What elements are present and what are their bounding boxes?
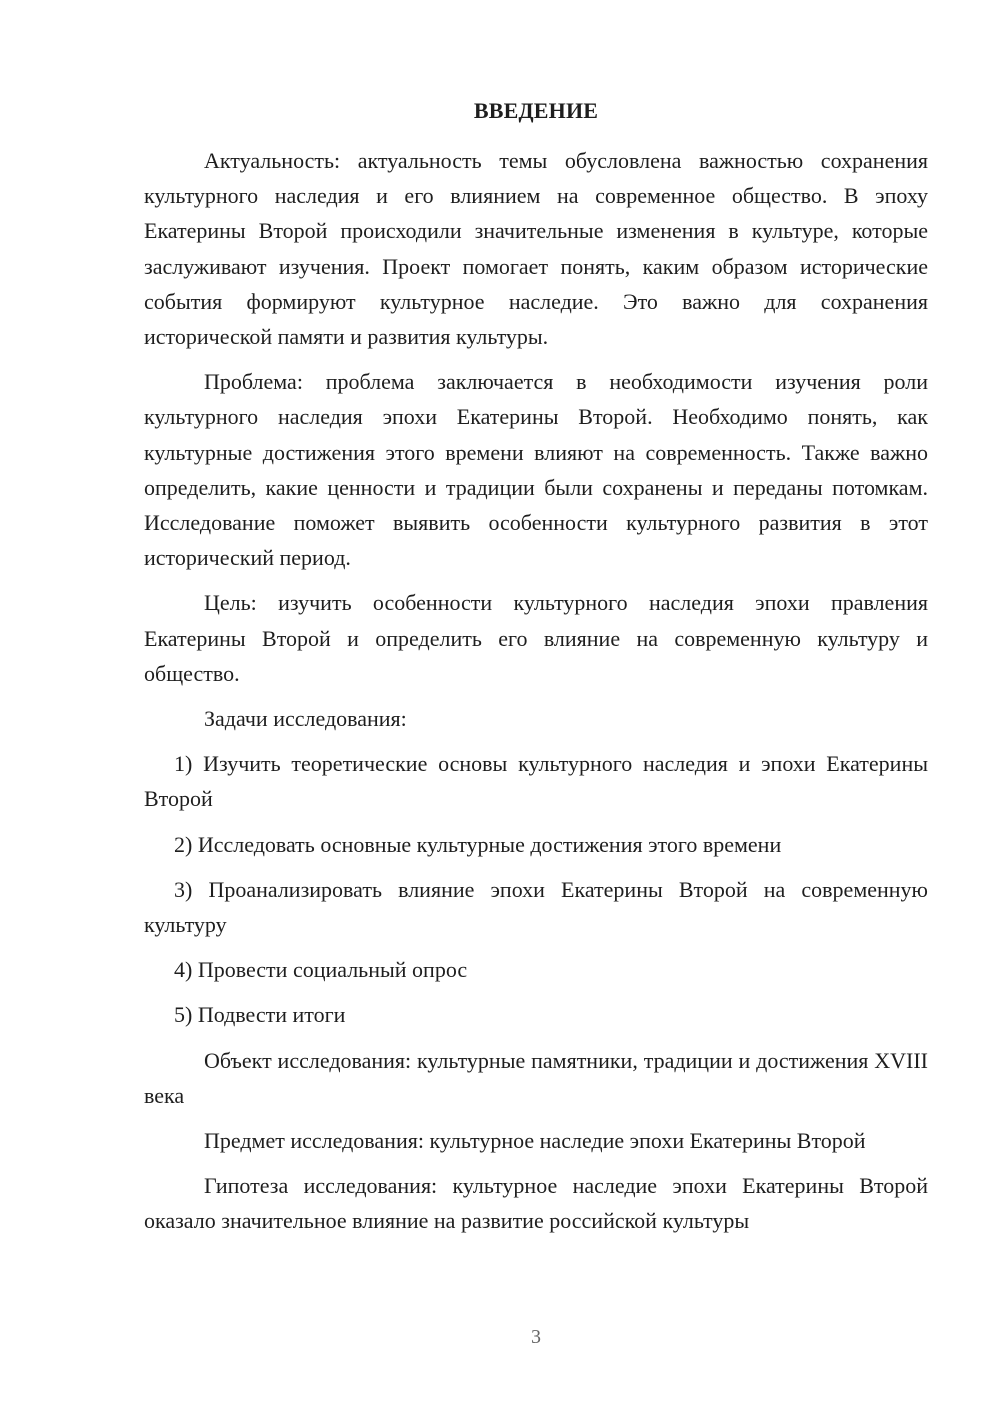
hypothesis-paragraph: Гипотеза исследования: культурное наследие эпохи Екатерины Второй оказало значительное влияние на развитие российской культуры: [144, 1173, 928, 1234]
object-paragraph: Объект исследования: культурные памятники, традиции и достижения XVIII века: [144, 1047, 928, 1108]
list-item: 5) Подвести итоги: [174, 1002, 346, 1028]
page-number: 3: [531, 1326, 541, 1348]
goal-paragraph: Цель: изучить особенности культурного наследия эпохи правления Екатерины Второй и определить его влияние на современную культуру и общество.: [144, 590, 928, 686]
section-heading: ВВЕДЕНИЕ: [473, 98, 599, 123]
list-item: 2) Исследовать основные культурные достижения этого времени: [174, 831, 782, 857]
list-item: 4) Провести социальный опрос: [174, 957, 468, 983]
subject-paragraph: Предмет исследования: культурное наследие эпохи Екатерины Второй: [204, 1128, 866, 1154]
tasks-title: Задачи исследования:: [204, 706, 407, 732]
tasks-list: [144, 746, 928, 1032]
list-item: 3) Проанализировать влияние эпохи Екатерины Второй на современную культуру: [144, 876, 928, 938]
document-page: [144, 96, 928, 1249]
relevance-paragraph: Актуальность: актуальность темы обусловлена важностью сохранения культурного наследия и его влиянием на современное общество. В эпоху Екатерины Второй происходили значительные изменения в культуре, которые заслуживают изучения. Проект помогает понять, каким образом исторические события формируют культурное наследие. Это важно для сохранения исторической памяти и развития культуры.: [144, 148, 928, 350]
problem-paragraph: Проблема: проблема заключается в необходимости изучения роли культурного наследия эпохи Екатерины Второй. Необходимо понять, как культурные достижения этого времени влияют на современность. Также важно определить, какие ценности и традиции были сохранены и переданы потомкам. Исследование поможет выявить особенности культурного развития в этот исторический период.: [144, 369, 928, 571]
list-item: 1) Изучить теоретические основы культурного наследия и эпохи Екатерины Второй: [144, 751, 928, 812]
